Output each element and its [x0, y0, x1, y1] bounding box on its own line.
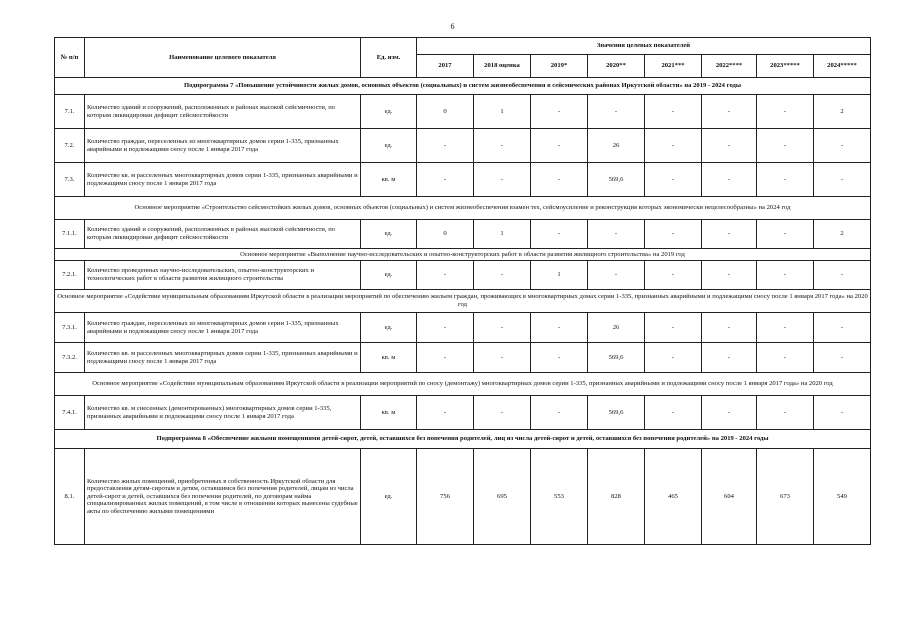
indicator-value: - [645, 261, 702, 290]
indicator-value: - [757, 163, 814, 197]
indicator-value: 26 [588, 313, 645, 343]
indicator-value: 2 [814, 220, 871, 249]
table-row [55, 163, 871, 197]
table-row [55, 343, 871, 373]
indicator-value: - [531, 95, 588, 129]
header-year: 2017 [417, 55, 474, 78]
indicator-value: - [645, 129, 702, 163]
indicator-value: - [417, 396, 474, 430]
indicator-value: - [417, 129, 474, 163]
indicator-name: Количество кв. м расселенных многоквартирных домов серии 1-335, признанных аварийными и подлежащими сносу после 1 января 2017 года [85, 163, 361, 197]
indicator-name: Количество зданий и сооружений, расположенных в районах высокой сейсмичности, по которым ликвидирован дефицит сейсмостойкости [85, 95, 361, 129]
indicator-value: - [645, 163, 702, 197]
table-row [55, 129, 871, 163]
activity-title: Основное мероприятие «Содействие муниципальным образованиям Иркутской области в реализации мероприятий по обеспечению жильем граждан, проживающих в многоквартирных домах серии 1-335, признанных аварийными и подлежащими сносу после 1 января 2017 года» на 2020 год [55, 290, 871, 313]
indicator-value: - [474, 396, 531, 430]
indicator-value: - [531, 396, 588, 430]
indicator-value: - [531, 220, 588, 249]
row-number: 7.3.1. [55, 313, 85, 343]
indicator-value: 604 [702, 449, 757, 545]
indicator-value: - [474, 163, 531, 197]
table-row [55, 261, 871, 290]
table-row [55, 449, 871, 545]
table-row [55, 396, 871, 430]
header-unit: Ед. изм. [361, 38, 417, 78]
row-number: 8.1. [55, 449, 85, 545]
indicator-value: - [702, 129, 757, 163]
row-number: 7.1. [55, 95, 85, 129]
row-number: 7.4.1. [55, 396, 85, 430]
indicator-value: - [417, 163, 474, 197]
indicators-table [54, 37, 871, 545]
header-num: № п/п [55, 38, 85, 78]
indicator-value: 1 [474, 95, 531, 129]
indicator-value: - [702, 95, 757, 129]
indicator-value: 673 [757, 449, 814, 545]
indicator-unit: ед. [361, 220, 417, 249]
header-year: 2021*** [645, 55, 702, 78]
indicator-value: 1 [474, 220, 531, 249]
indicator-value: - [702, 163, 757, 197]
indicator-value: - [757, 220, 814, 249]
indicator-value: - [474, 129, 531, 163]
indicator-value: - [814, 261, 871, 290]
indicator-value: - [757, 129, 814, 163]
indicator-value: 2 [814, 95, 871, 129]
table-row [55, 95, 871, 129]
indicator-value: 569,6 [588, 343, 645, 373]
indicator-name: Количество проведенных научно-исследовательских, опытно-конструкторских и технологических работ в области развития жилищного строительства [85, 261, 361, 290]
indicator-value: 756 [417, 449, 474, 545]
row-number: 7.1.1. [55, 220, 85, 249]
indicator-name: Количество кв. м снесенных (демонтированных) многоквартирных домов серии 1-335, признанных аварийными и подлежащими сносу после 1 января 2017 года [85, 396, 361, 430]
subprogram-row [55, 78, 871, 95]
indicator-name: Количество граждан, переселенных из многоквартирных домов серии 1-335, признанных аварийными и подлежащими сносу после 1 января 2017 года [85, 313, 361, 343]
indicator-value: - [645, 313, 702, 343]
indicator-value: - [645, 95, 702, 129]
table-row [55, 220, 871, 249]
row-number: 7.2. [55, 129, 85, 163]
indicator-value: - [417, 261, 474, 290]
row-number: 7.2.1. [55, 261, 85, 290]
indicator-value: - [531, 163, 588, 197]
indicator-value: - [814, 396, 871, 430]
indicator-value: - [474, 343, 531, 373]
indicator-unit: ед. [361, 449, 417, 545]
activity-row [55, 290, 871, 313]
indicator-value: - [814, 313, 871, 343]
row-number: 7.3.2. [55, 343, 85, 373]
indicator-value: - [814, 163, 871, 197]
indicator-unit: кв. м [361, 163, 417, 197]
header-year: 2022**** [702, 55, 757, 78]
indicator-value: 569,6 [588, 163, 645, 197]
indicator-value: 828 [588, 449, 645, 545]
subprogram-title: Подпрограмма 7 «Повышение устойчивости жилых домов, основных объектов (социальных) и систем жизнеобеспечения в сейсмических районах Иркутской области» на 2019 - 2024 годы [55, 78, 871, 95]
header-name: Наименование целевого показателя [85, 38, 361, 78]
indicator-value: - [531, 343, 588, 373]
indicator-value: - [757, 396, 814, 430]
indicator-value: - [702, 220, 757, 249]
indicator-unit: ед. [361, 261, 417, 290]
indicator-unit: кв. м [361, 396, 417, 430]
indicator-name: Количество граждан, переселенных из многоквартирных домов серии 1-335, признанных аварийными и подлежащими сносу после 1 января 2017 года [85, 129, 361, 163]
indicator-value: 553 [531, 449, 588, 545]
indicator-value: - [702, 313, 757, 343]
indicator-value: - [588, 261, 645, 290]
activity-title: Основное мероприятие «Выполнение научно-исследовательских и опытно-конструкторских работ в области развития жилищного строительства» на 2019 год [55, 249, 871, 261]
indicator-unit: кв. м [361, 343, 417, 373]
indicator-value: - [588, 220, 645, 249]
activity-row [55, 373, 871, 396]
indicator-unit: ед. [361, 313, 417, 343]
subprogram-row [55, 430, 871, 449]
header-year: 2020** [588, 55, 645, 78]
activity-row [55, 197, 871, 220]
row-number: 7.3. [55, 163, 85, 197]
indicator-value: - [474, 313, 531, 343]
header-values-group: Значения целевых показателей [417, 38, 871, 55]
indicator-value: - [702, 343, 757, 373]
table-row [55, 313, 871, 343]
header-year: 2018 оценка [474, 55, 531, 78]
activity-title: Основное мероприятие «Строительство сейсмостойких жилых домов, основных объектов (социальных) и систем жизнеобеспечения взамен тех, сейсмоусиление и реконструкция которых экономически нецелесообразны» на 2024 год [55, 197, 871, 220]
indicator-value: - [474, 261, 531, 290]
indicator-value: - [757, 261, 814, 290]
indicator-value: - [702, 261, 757, 290]
indicator-value: - [645, 343, 702, 373]
indicator-value: - [588, 95, 645, 129]
indicator-value: 695 [474, 449, 531, 545]
activity-title: Основное мероприятие «Содействие муниципальным образованиям Иркутской области в реализации мероприятий по сносу (демонтажу) многоквартирных домов серии 1-335, признанных аварийными и подлежащими сносу после 1 января 2017 года» на 2020 год [55, 373, 871, 396]
header-year: 2019* [531, 55, 588, 78]
activity-row [55, 249, 871, 261]
indicator-name: Количество жилых помещений, приобретенных в собственность Иркутской области для предоставления детям-сиротам и детям, оставшимся без попечения родителей, лицам из числа детей-сирот и детей, оставшихся без попечения родителей, по договорам найма специализированных жилых помещений, в том числе в отношении которых вынесены судебные акты по обеспечению жилыми помещениями [85, 449, 361, 545]
indicator-value: - [645, 220, 702, 249]
header-year: 2023***** [757, 55, 814, 78]
indicator-value: 0 [417, 220, 474, 249]
indicator-value: - [417, 343, 474, 373]
indicator-value: - [814, 129, 871, 163]
indicator-value: - [531, 313, 588, 343]
indicator-value: - [531, 129, 588, 163]
indicator-value: - [417, 313, 474, 343]
subprogram-title: Подпрограмма 8 «Обеспечение жилыми помещениями детей-сирот, детей, оставшихся без попечения родителей, лиц из числа детей-сирот и детей, оставшихся без попечения родителей» на 2019 - 2024 годы [55, 430, 871, 449]
indicator-value: - [757, 343, 814, 373]
indicator-value: - [757, 95, 814, 129]
indicator-value: 569,6 [588, 396, 645, 430]
indicator-unit: ед. [361, 129, 417, 163]
indicator-value: - [814, 343, 871, 373]
indicator-name: Количество зданий и сооружений, расположенных в районах высокой сейсмичности, по которым ликвидирован дефицит сейсмостойкости [85, 220, 361, 249]
indicator-value: 1 [531, 261, 588, 290]
header-year: 2024***** [814, 55, 871, 78]
indicator-value: 0 [417, 95, 474, 129]
indicator-value: - [757, 313, 814, 343]
indicator-name: Количество кв. м расселенных многоквартирных домов серии 1-335, признанных аварийными и подлежащими сносу после 1 января 2017 года [85, 343, 361, 373]
indicator-value: 549 [814, 449, 871, 545]
indicator-value: 26 [588, 129, 645, 163]
indicator-unit: ед. [361, 95, 417, 129]
indicator-value: - [702, 396, 757, 430]
indicator-value: 465 [645, 449, 702, 545]
indicator-value: - [645, 396, 702, 430]
page-number: 6 [450, 22, 455, 31]
